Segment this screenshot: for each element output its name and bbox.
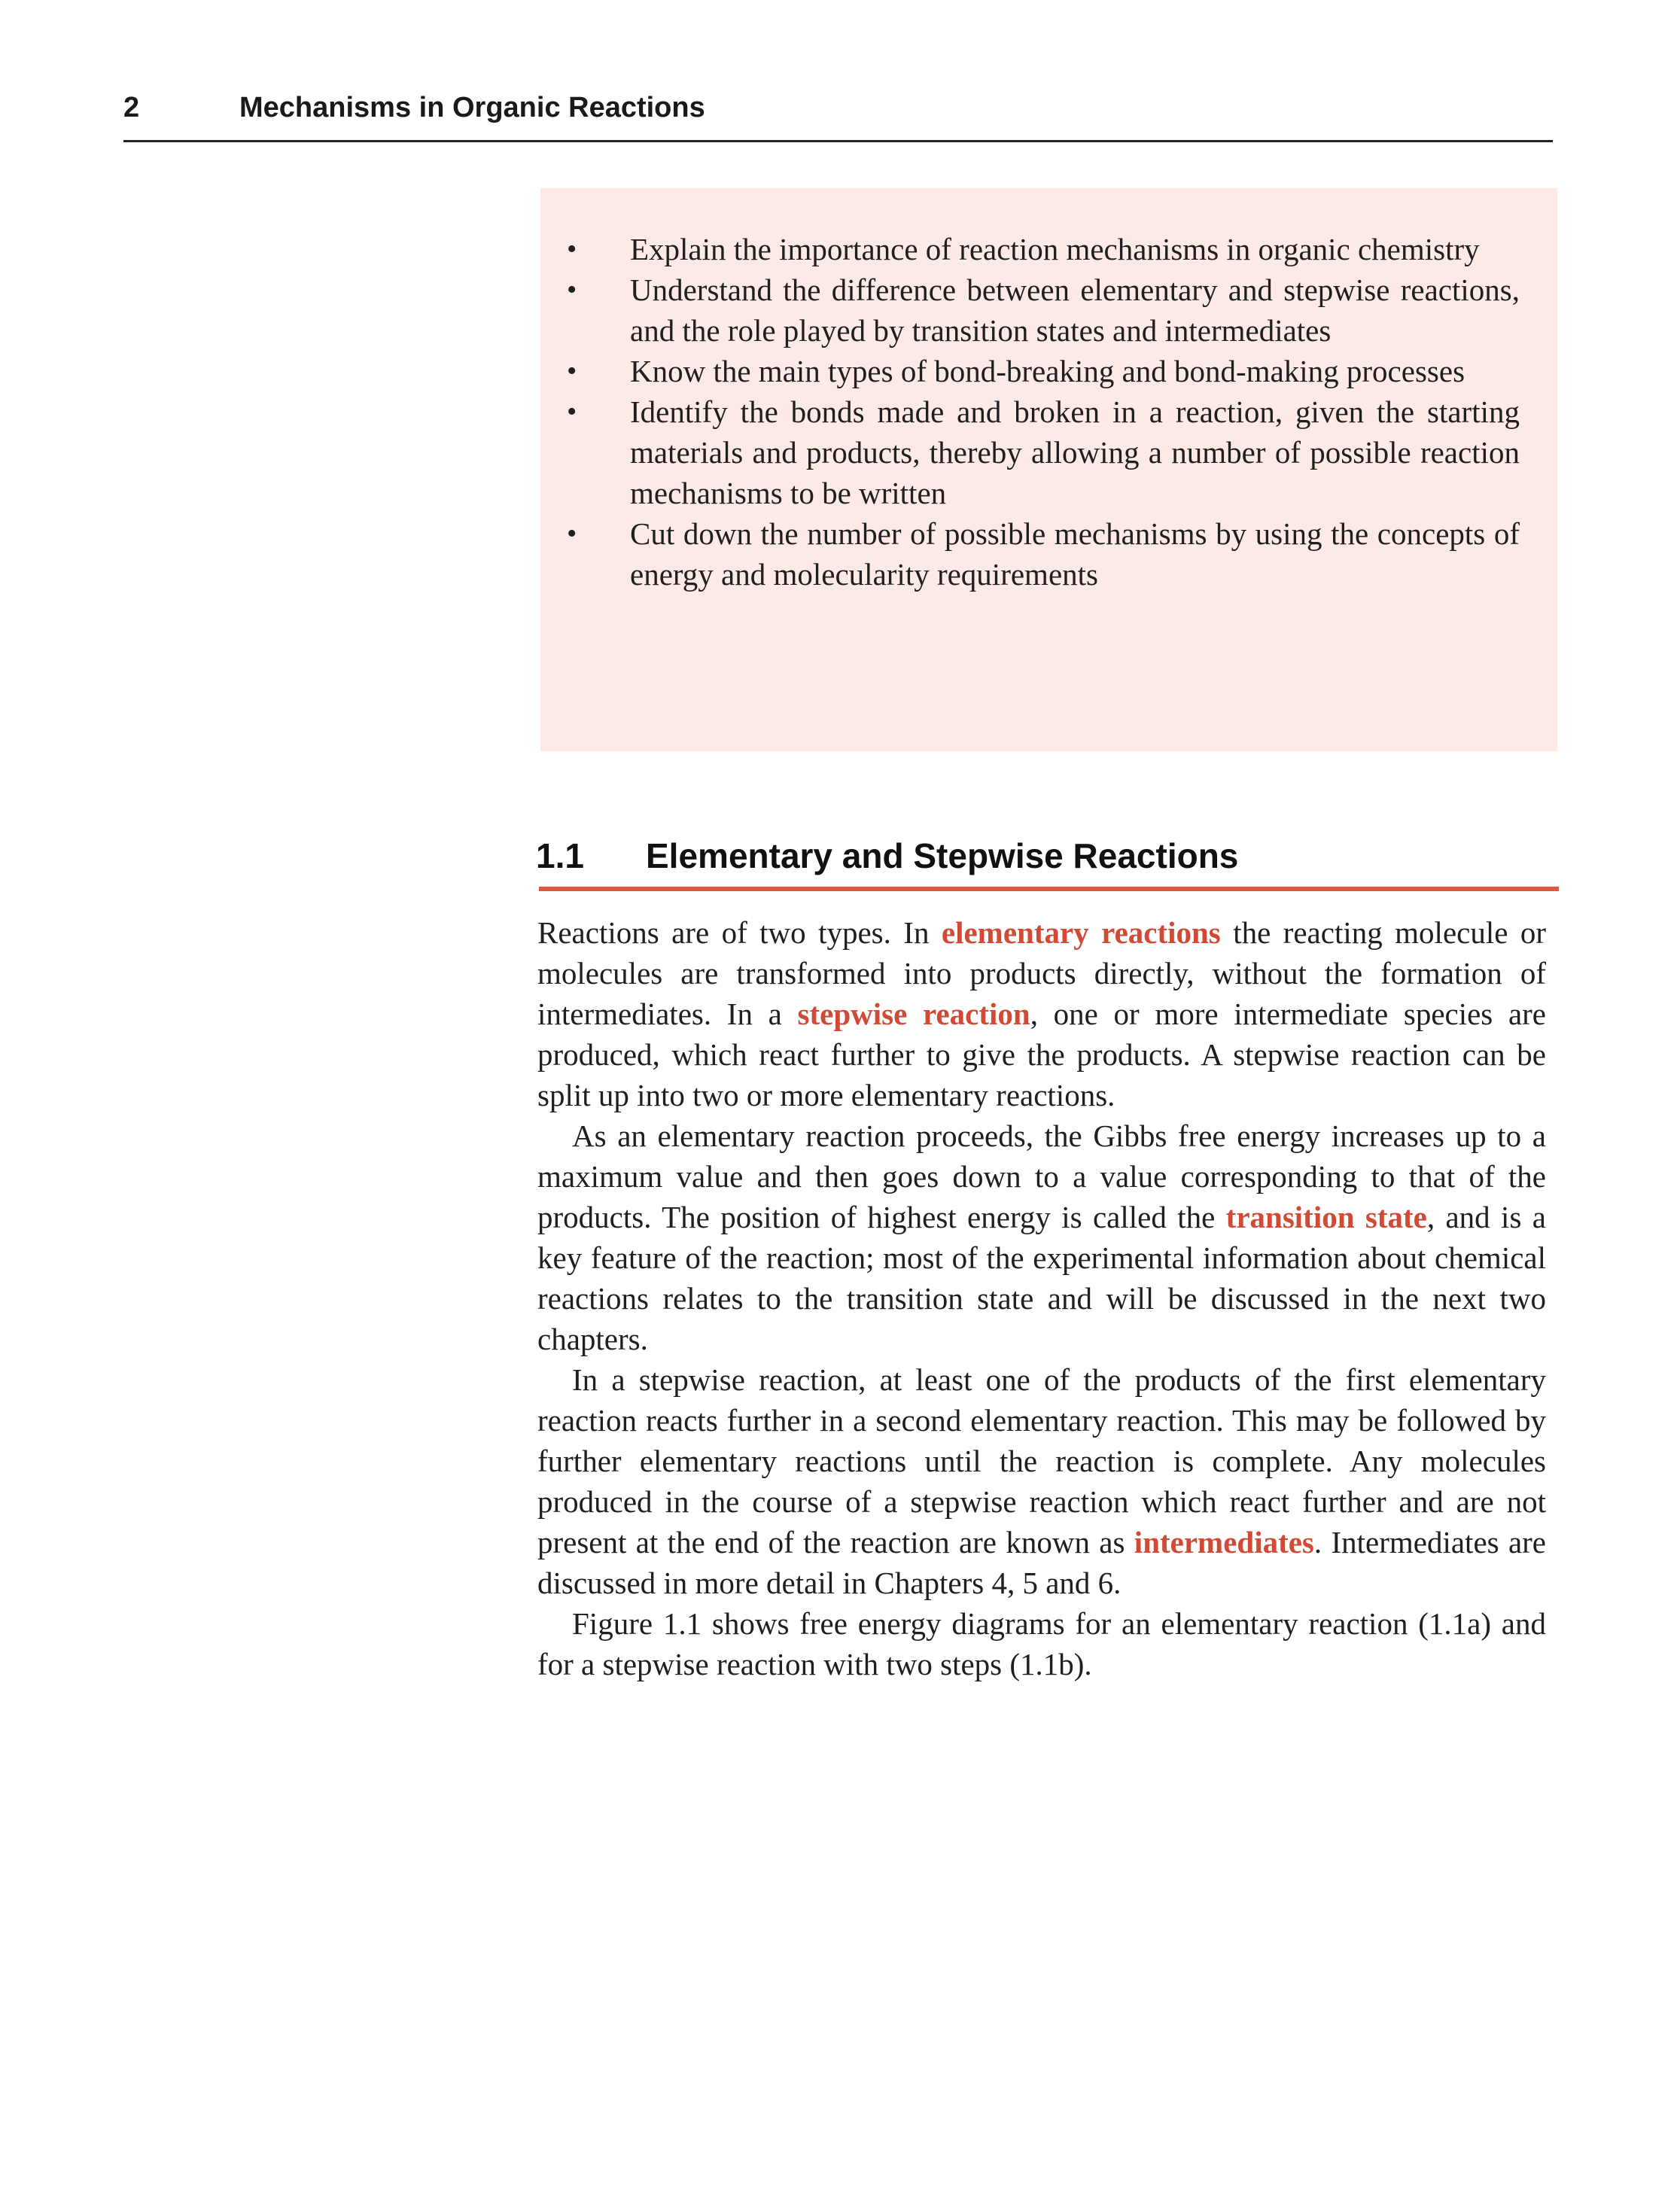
key-term-elementary-reactions: elementary reactions: [941, 915, 1221, 950]
objective-item: [567, 229, 1520, 269]
page-number: 2: [123, 92, 140, 123]
book-title: Mechanisms in Organic Reactions: [239, 92, 705, 123]
learning-objectives-box: [540, 188, 1557, 751]
header-rule: [123, 140, 1553, 142]
paragraph-4: [537, 1603, 1546, 1684]
body-text: [537, 912, 1546, 1684]
text-run: the reacting molecule or molecules are transformed into products directly, without the formation of intermediates. In a: [537, 915, 1547, 1031]
section-rule: [539, 887, 1559, 891]
bullet-icon: •: [567, 233, 577, 265]
section-title: Elementary and Stepwise Reactions: [646, 836, 1239, 875]
bullet-icon: •: [567, 518, 577, 549]
bullet-icon: •: [567, 396, 577, 428]
bullet-icon: •: [567, 355, 577, 387]
objective-text: Understand the difference between elementary and stepwise reactions, and the role played by transition states and intermediates: [630, 272, 1520, 348]
text-run: As an elementary reaction proceeds, the Gibbs free energy increases up to a maximum value and then goes down to a value corresponding to that of the products. The position of highest energy is called the: [537, 1118, 1546, 1234]
objective-item: [567, 513, 1520, 595]
text-run: , one or more intermediate species are produced, which react further to give the products. A stepwise reaction can be split up into two or more elementary reactions.: [537, 997, 1546, 1112]
text-run: , and is a key feature of the reaction; most of the experimental information about chemical reactions relates to the transition state and will be discussed in the next two chapters.: [537, 1200, 1546, 1356]
objective-text: Identify the bonds made and broken in a reaction, given the starting materials and products, thereby allowing a number of possible reaction mechanisms to be written: [630, 394, 1520, 510]
paragraph-1: [537, 912, 1546, 1115]
objective-item: [567, 269, 1520, 351]
text-run: In a stepwise reaction, at least one of the products of the first elementary reaction reacts further in a second elementary reaction. This may be followed by further elementary reactions until the reaction is complete. Any molecules produced in the course of a stepwise reaction which react further and are not present at the end of the reaction are known as: [537, 1362, 1546, 1560]
objectives-list: [540, 188, 1557, 595]
paragraph-2: [537, 1115, 1546, 1359]
key-term-stepwise-reaction: stepwise reaction: [797, 997, 1030, 1031]
key-term-transition-state: transition state: [1225, 1200, 1427, 1234]
objective-text: Explain the importance of reaction mechanisms in organic chemistry: [630, 232, 1480, 266]
bullet-icon: •: [567, 274, 577, 306]
running-head: [123, 90, 1554, 143]
objective-item: [567, 391, 1520, 513]
objective-text: Know the main types of bond-breaking and bond-making processes: [630, 354, 1465, 388]
key-term-intermediates: intermediates: [1134, 1525, 1314, 1560]
objective-text: Cut down the number of possible mechanisms by using the concepts of energy and molecularity requirements: [630, 516, 1520, 592]
text-run: Figure 1.1 shows free energy diagrams for an elementary reaction (1.1a) and for a stepwise reaction with two steps (1.1b).: [537, 1606, 1546, 1681]
text-run: . Intermediates are discussed in more detail in Chapters 4, 5 and 6.: [537, 1525, 1546, 1600]
section-number: 1.1: [536, 836, 584, 875]
objective-item: [567, 351, 1520, 391]
paragraph-3: [537, 1359, 1546, 1603]
text-run: Reactions are of two types. In: [537, 915, 942, 950]
